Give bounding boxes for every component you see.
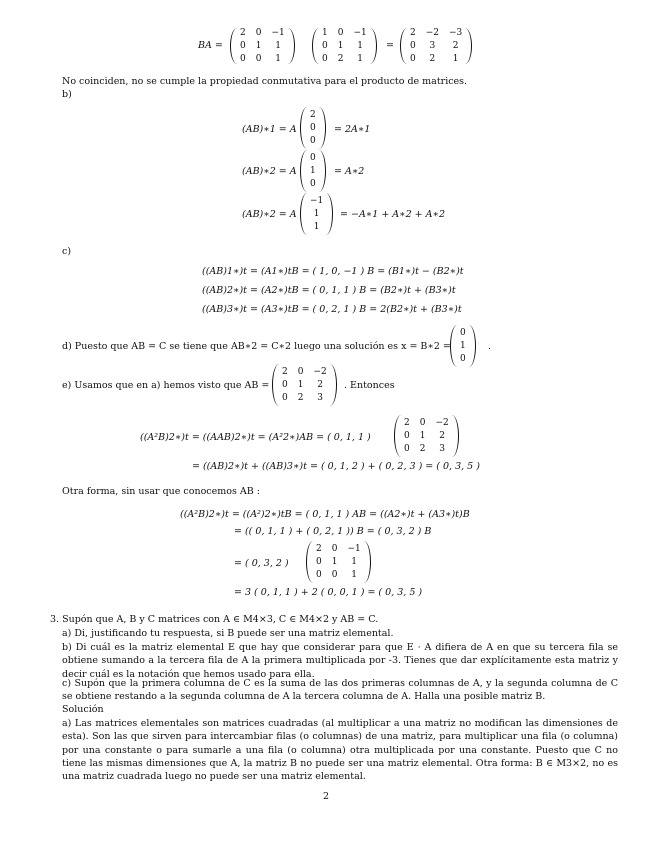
matrix-entry: 0 [410,40,416,51]
matrix-entry: 2 [240,27,246,38]
f-line4: = 3 ( 0, 1, 1 ) + 2 ( 0, 0, 1 ) = ( 0, 3, 5 ) [234,587,423,598]
matrix-entry: 1 [331,556,338,567]
q3-solucion: Solución [62,704,104,715]
vector-grid [307,108,319,149]
matrix-entry: 0 [255,27,262,38]
matrix-entry: 1 [297,379,304,390]
matrix-entry: 0 [282,379,288,390]
matrix-b [230,28,295,64]
matrix-entry: 0 [410,53,416,64]
matrix-entry: 2 [310,109,316,120]
otra-forma: Otra forma, sin usar que conocemos AB : [62,486,260,497]
vector-grid [307,194,326,235]
matrix-entry: 2 [316,543,322,554]
matrix-entry: 0 [240,53,246,64]
matrix-entry: −2 [425,27,440,38]
matrix-entry: 0 [419,417,426,428]
matrix-entry: −2 [313,366,327,377]
matrix-entry: 1 [337,40,344,51]
matrix-entry: 1 [313,208,320,219]
matrix-entry: −1 [310,195,324,206]
matrix-entry: 0 [460,353,466,364]
matrix-entry: −3 [449,27,463,38]
matrix-entry: 1 [419,430,426,441]
matrix-entry: 1 [460,340,466,351]
matrix-entry: 2 [439,430,445,441]
matrix-entry: 0 [322,53,328,64]
matrix-entry: 0 [240,40,246,51]
f-line1: ((A²B)2∗)t = ((A²)2∗)tB = ( 0, 1, 1 ) AB = ((A2∗)t + (A3∗)t)B [180,509,470,520]
matrix-entry: 0 [404,430,410,441]
b-row1-vector [300,107,326,149]
b-row3-lhs: (AB)∗2 = A [242,209,297,220]
b-row2-rhs: = A∗2 [334,166,365,177]
eq-sign: = [386,40,394,51]
matrix-entry: 0 [331,569,338,580]
matrix-entry: 1 [313,221,320,232]
matrix-grid [313,542,364,583]
matrix-entry: 0 [322,40,328,51]
matrix-entry: 2 [317,379,323,390]
c-line3: ((AB)3∗)t = (A3∗)tB = ( 0, 2, 1 ) B = 2(B2∗)t + (B3∗)t [202,304,462,315]
matrix-entry: 1 [255,40,262,51]
q3-sol-a: a) Las matrices elementales son matrices cuadradas (al multiplicar a una matriz no modifican las dimensiones de esta). Son las que sirven para intercambiar filas (o columnas) de una matriz, para multiplicar una fila (o columna) por una constante o para sumarle a una fila (o columna) otra multiplicada por una constante. Puesto que C no tiene las mismas dimensiones que A, la matriz B no puede ser una matriz elemental. Otra forma: B ∈ M3×2, no es una matriz cuadrada luego no puede ser una matriz elemental. [62,718,618,783]
matrix-entry: 0 [310,152,316,163]
matrix-a [312,28,377,64]
matrix-entry: −2 [435,417,449,428]
label-b: b) [62,89,72,100]
q3-b: b) Di cuál es la matriz elemental E que hay que considerar para que E · A difiera de A en que su tercera fila se obtiene sumando a la tercera fila de A la primera multiplicada por -3. Tienes que dar explícitamente esta matriz y decir cuál es la notación que hemos usado para ella. [62,642,618,680]
c-line2: ((AB)2∗)t = (A2∗)tB = ( 0, 1, 1 ) B = (B2∗)t + (B3∗)t [202,285,456,296]
e-text: e) Usamos que en a) hemos visto que AB = [62,380,270,391]
matrix-entry: 0 [331,543,338,554]
vector-grid [307,151,319,192]
q3-c: c) Supón que la primera columna de C es la suma de las dos primeras columnas de A, y la segunda columna de C se obtiene restando a la segunda columna de A la tercera columna de A. Halla una posible matriz B. [62,678,618,703]
matrix-entry: 0 [310,135,316,146]
e-line1-matrix [394,415,459,457]
e-line1: ((A²B)2∗)t = ((AAB)2∗)t = (A²2∗)AB = ( 0, 1, 1 ) [140,432,371,443]
matrix-entry: 1 [452,53,459,64]
f-line3-matrix [306,541,371,583]
matrix-entry: 0 [310,178,316,189]
matrix-entry: 0 [337,27,344,38]
matrix-grid [407,26,465,67]
matrix-entry: 0 [310,122,316,133]
matrix-grid [319,26,370,67]
matrix-entry: 3 [429,40,436,51]
q3-a: a) Di, justificando tu respuesta, si B puede ser una matriz elemental. [62,628,394,639]
matrix-entry: −1 [347,543,361,554]
matrix-entry: 0 [316,569,322,580]
matrix-ba-result [400,28,472,64]
matrix-entry: 0 [255,53,262,64]
vector-grid [457,326,469,367]
e-matrix-ab [272,364,337,406]
c-line1: ((AB)1∗)t = (A1∗)tB = ( 1, 0, −1 ) B = (B1∗)t − (B2∗)t [202,266,464,277]
matrix-entry: 1 [351,556,357,567]
matrix-entry: 0 [460,327,466,338]
matrix-entry: 1 [275,40,281,51]
f-line3-lhs: = ( 0, 3, 2 ) [234,558,289,569]
matrix-entry: 2 [337,53,344,64]
b-row1-rhs: = 2A∗1 [334,124,371,135]
matrix-entry: 0 [297,366,304,377]
label-c: c) [62,246,72,257]
matrix-entry: 2 [410,27,416,38]
matrix-entry: 2 [404,417,410,428]
conclusion-line: No coinciden, no se cumple la propiedad conmutativa para el producto de matrices. [62,76,468,87]
matrix-entry: 2 [282,366,288,377]
f-line2: = (( 0, 1, 1 ) + ( 0, 2, 1 )) B = ( 0, 3, 2 ) B [234,526,432,537]
matrix-entry: 1 [357,40,363,51]
matrix-entry: 1 [357,53,363,64]
matrix-entry: 1 [275,53,281,64]
matrix-entry: 2 [297,392,304,403]
e-end: . Entonces [344,380,395,391]
matrix-entry: 0 [282,392,288,403]
e-line2: = ((AB)2∗)t + ((AB)3∗)t = ( 0, 1, 2 ) + ( 0, 2, 3 ) = ( 0, 3, 5 ) [192,461,480,472]
eq-ba-lhs: BA = [198,40,223,51]
page-number: 2 [323,791,330,802]
matrix-entry: 3 [439,443,445,454]
matrix-entry: 1 [322,27,328,38]
matrix-grid [401,416,452,457]
d-text: d) Puesto que AB = C se tiene que AB∗2 = C∗2 luego una solución es x = B∗2 = [62,341,451,352]
b-row3-rhs: = −A∗1 + A∗2 + A∗2 [340,209,446,220]
matrix-entry: 0 [404,443,410,454]
d-end: . [488,341,492,352]
b-row1-lhs: (AB)∗1 = A [242,124,297,135]
b-row3-vector [300,193,333,235]
matrix-entry: 0 [316,556,322,567]
d-vector [450,325,476,367]
matrix-entry: 1 [351,569,357,580]
b-row2-vector [300,150,326,192]
matrix-entry: −1 [353,27,367,38]
matrix-entry: 1 [310,165,316,176]
q3-intro: 3. Supón que A, B y C matrices con A ∈ M4×3, C ∈ M4×2 y AB = C. [50,614,379,625]
matrix-entry: 3 [317,392,323,403]
matrix-entry: 2 [419,443,426,454]
b-row2-lhs: (AB)∗2 = A [242,166,297,177]
matrix-grid [279,365,330,406]
matrix-entry: −1 [271,27,285,38]
matrix-entry: 2 [452,40,459,51]
matrix-grid [237,26,288,67]
matrix-entry: 2 [429,53,436,64]
